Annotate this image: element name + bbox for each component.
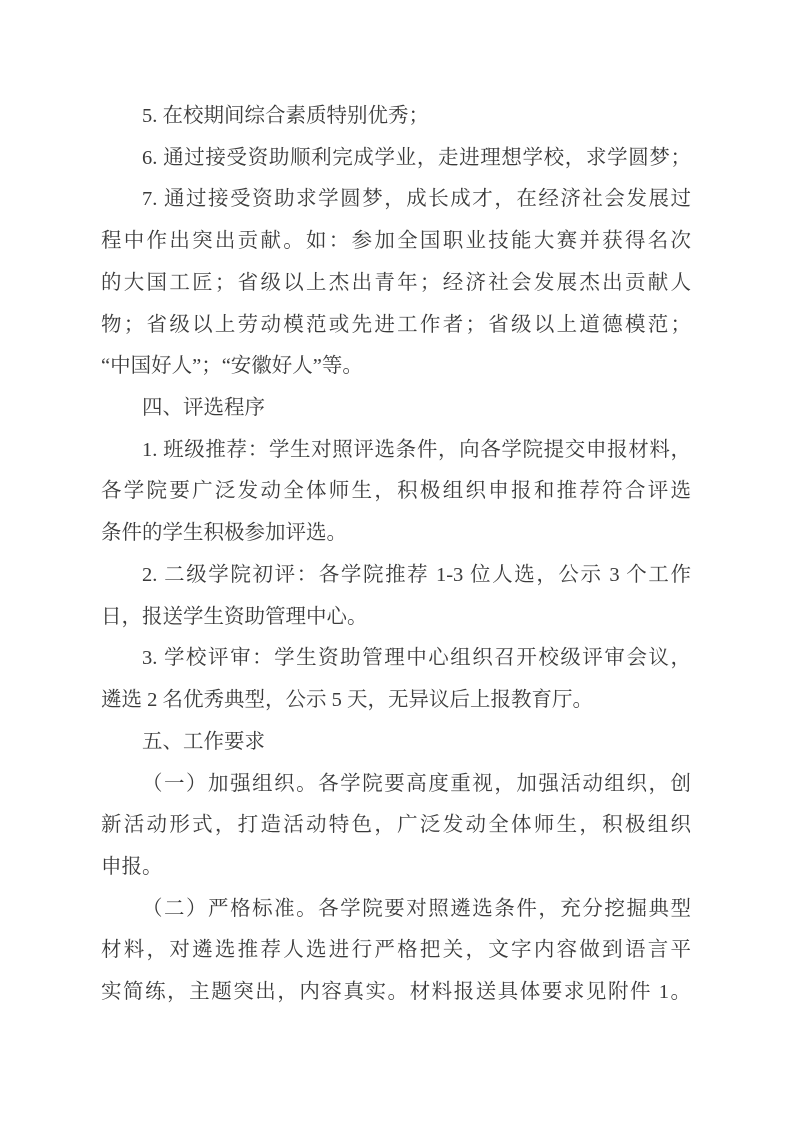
document-page <box>101 96 691 1014</box>
requirement-1-line-1: （一）加强组织。各学院要高度重视，加强活动组织，创 <box>142 772 691 795</box>
step-1-line-3: 条件的学生积极参加评选。 <box>101 522 347 545</box>
section-heading-four: 四、评选程序 <box>142 397 265 420</box>
requirement-2-line-2: 材料，对遴选推荐人选进行严格把关，文字内容做到语言平 <box>101 939 691 962</box>
list-item-6: 6. 通过接受资助顺利完成学业，走进理想学校，求学圆梦； <box>142 146 691 169</box>
step-1-line-2: 各学院要广泛发动全体师生，积极组织申报和推荐符合评选 <box>101 480 691 503</box>
requirement-1-line-3: 申报。 <box>101 855 163 878</box>
step-3-line-1: 3. 学校评审：学生资助管理中心组织召开校级评审会议， <box>142 647 691 670</box>
list-item-7-line-2: 程中作出突出贡献。如：参加全国职业技能大赛并获得名次 <box>101 230 691 253</box>
list-item-7-line-4: 物；省级以上劳动模范或先进工作者；省级以上道德模范； <box>101 313 691 336</box>
step-1-line-1: 1. 班级推荐：学生对照评选条件，向各学院提交申报材料， <box>142 438 691 461</box>
list-item-5: 5. 在校期间综合素质特别优秀； <box>142 105 429 127</box>
step-2-line-2: 日，报送学生资助管理中心。 <box>101 605 368 628</box>
requirement-2-line-3: 实简练，主题突出，内容真实。材料报送具体要求见附件 1。 <box>101 981 691 1004</box>
requirement-2-line-1: （二）严格标准。各学院要对照遴选条件，充分挖掘典型 <box>142 897 691 920</box>
list-item-7-line-3: 的大国工匠；省级以上杰出青年；经济社会发展杰出贡献人 <box>101 271 691 294</box>
step-2-line-1: 2. 二级学院初评：各学院推荐 1-3 位人选，公示 3 个工作 <box>142 563 691 586</box>
requirement-1-line-2: 新活动形式，打造活动特色，广泛发动全体师生，积极组织 <box>101 814 691 837</box>
list-item-7-line-5: “中国好人”；“安徽好人”等。 <box>101 355 363 378</box>
list-item-7-line-1: 7. 通过接受资助求学圆梦，成长成才，在经济社会发展过 <box>142 188 691 211</box>
section-heading-five: 五、工作要求 <box>142 730 265 753</box>
step-3-line-2: 遴选 2 名优秀典型，公示 5 天，无异议后上报教育厅。 <box>101 689 593 712</box>
